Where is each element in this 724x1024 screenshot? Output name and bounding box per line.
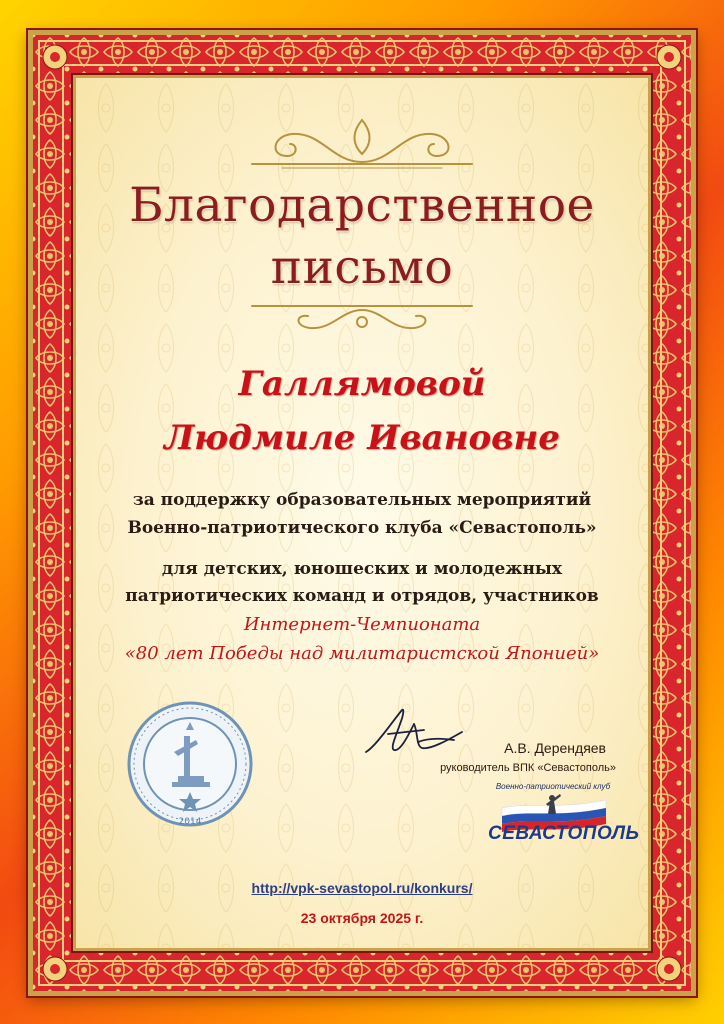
certificate-title-line-1: Благодарственное bbox=[129, 178, 595, 233]
contest-url-link[interactable]: http://vpk-sevastopol.ru/konkurs/ bbox=[251, 880, 473, 896]
recipient-surname: Галлямовой bbox=[238, 364, 486, 404]
title-underline-flourish bbox=[232, 300, 492, 340]
club-seal-stamp bbox=[126, 700, 254, 828]
body-text-line-1: за поддержку образовательных мероприятий bbox=[132, 490, 592, 510]
club-logo-name: СЕВАСТОПОЛЬ bbox=[488, 823, 640, 844]
body-text-line-4: патриотических команд и отрядов, участников bbox=[125, 586, 599, 606]
event-name-line-2: «80 лет Победы над милитаристской Японией» bbox=[124, 643, 600, 664]
certificate-frame bbox=[28, 30, 696, 996]
seal-year: 2014 bbox=[178, 817, 202, 827]
body-text-line-2: Военно-патриотического клуба «Севастополь» bbox=[127, 518, 597, 538]
handwritten-signature bbox=[358, 702, 468, 762]
event-name-line-1: Интернет-Чемпионата bbox=[243, 614, 481, 635]
certificate-title-line-2: письмо bbox=[270, 240, 454, 295]
signer-role: руководитель ВПК «Севастополь» bbox=[440, 762, 616, 774]
issue-date: 23 октября 2025 г. bbox=[300, 910, 424, 926]
signer-name: А.В. Дерендяев bbox=[504, 740, 606, 756]
body-text-line-3: для детских, юношеских и молодежных bbox=[161, 559, 563, 579]
club-logo-caption: Военно-патриотический клуб bbox=[495, 782, 611, 791]
top-flourish-ornament bbox=[232, 112, 492, 170]
recipient-given-names: Людмиле Ивановне bbox=[164, 418, 560, 458]
